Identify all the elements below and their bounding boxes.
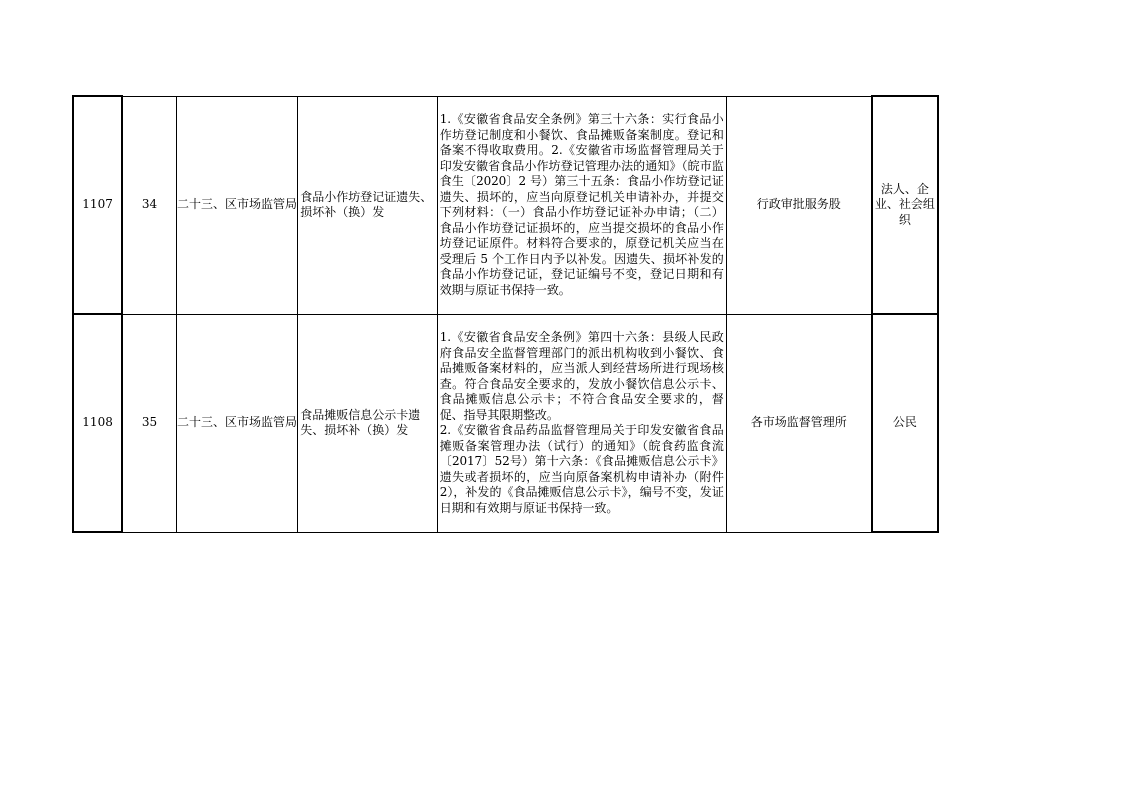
department-cell: 二十三、区市场监管局 (176, 96, 297, 314)
row-id-cell: 1108 (73, 314, 122, 532)
table-row (73, 314, 938, 532)
service-object-cell: 法人、企业、社会组织 (872, 96, 938, 314)
handling-unit-cell: 行政审批服务股 (726, 96, 872, 314)
legal-basis-text: 1.《安徽省食品安全条例》第三十六条：实行食品小作坊登记制度和小餐饮、食品摊贩备案制度。登记和备案不得收取费用。2.《安徽省市场监督管理局关于印发安徽省食品小作坊登记管理办法的通知》（皖市监食生〔2020〕2 号）第三十五条：食品小作坊登记证遗失、损坏的，应当向原登记机关申请补办，并提交下列材料：（一）食品小作坊登记证补办申请；（二）食品小作坊登记证损坏的，应当提交损坏的食品小作坊登记证原件。材料符合要求的，原登记机关应当在受理后 5 个工作日内予以补发。因遗失、损坏补发的食品小作坊登记证，登记证编号不变，登记日期和有效期与原证书保持一致。 (439, 112, 724, 297)
row-id-cell: 1107 (73, 96, 122, 314)
table-row (73, 96, 938, 314)
item-name-cell: 食品小作坊登记证遗失、损坏补（换）发 (298, 96, 437, 314)
legal-basis-cell (437, 314, 726, 532)
department-cell: 二十三、区市场监管局 (176, 314, 297, 532)
legal-basis-text: 1.《安徽省食品安全条例》第四十六条：县级人民政府食品安全监督管理部门的派出机构收到小餐饮、食品摊贩备案材料的，应当派人到经营场所进行现场核查。符合食品安全要求的，发放小餐饮信息公示卡、食品摊贩信息公示卡；不符合食品安全要求的，督促、指导其限期整改。 2.《安徽省食品药品监督管理局关于印发安徽省食品摊贩备案管理办法（试行）的通知》（皖食药监食流〔2017〕52号）第十六条：《食品摊贩信息公示卡》遗失或者损坏的，应当向原备案机构申请补办（附件2），补发的《食品摊贩信息公示卡》，编号不变，发证日期和有效期与原证书保持一致。 (439, 330, 724, 515)
service-object-cell: 公民 (872, 314, 938, 532)
handling-unit-cell: 各市场监督管理所 (726, 314, 872, 532)
row-number-cell: 35 (122, 314, 176, 532)
row-number-cell: 34 (122, 96, 176, 314)
records-table (72, 95, 939, 533)
legal-basis-cell (437, 96, 726, 314)
item-name-cell: 食品摊贩信息公示卡遗失、损坏补（换）发 (298, 314, 437, 532)
